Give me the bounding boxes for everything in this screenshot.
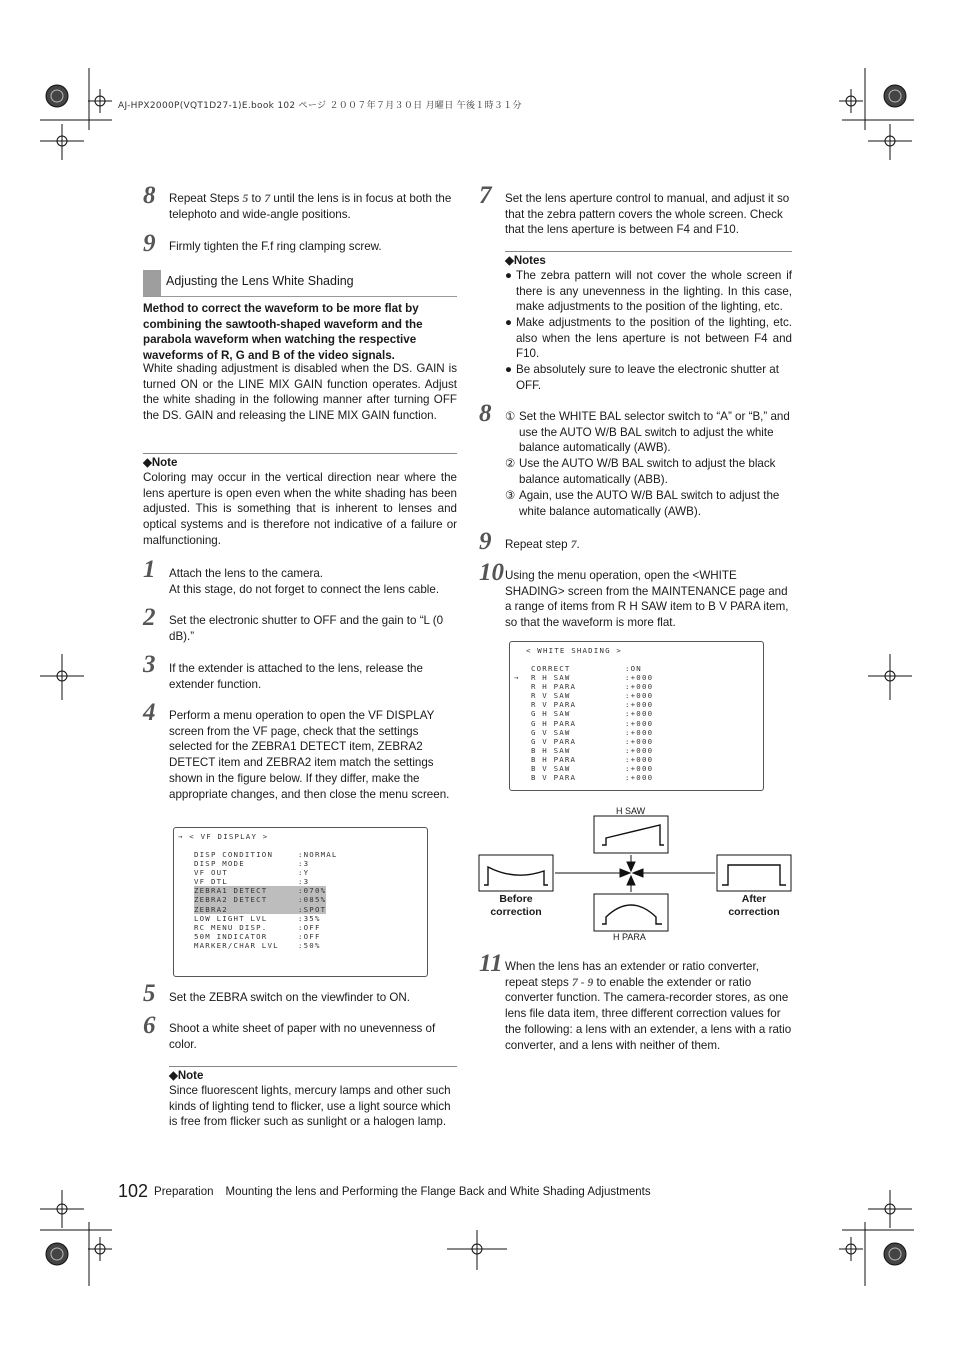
menu-cursor-icon: → xyxy=(514,673,520,682)
menu-item-value: :+000 xyxy=(625,673,654,683)
step-number: 7 xyxy=(479,182,492,209)
note-bullet: ● Be absolutely sure to leave the electronic shutter at OFF. xyxy=(505,363,779,392)
section-title: Adjusting the Lens White Shading xyxy=(166,274,354,288)
step-text: When the lens has an extender or ratio converter, repeat steps 7 - 9 to enable the extender or ratio converter function. The camera-recorder stores, as one lens file data item, three different correction values for the following: a lens with an extender, a lens with a ratio converter, and a lens with neither of them. xyxy=(505,960,792,1052)
menu-item-value: :OFF xyxy=(298,931,321,941)
menu-row xyxy=(531,773,654,783)
menu-item-value: :Y xyxy=(298,868,310,878)
menu-row xyxy=(194,895,326,904)
footer-title: Mounting the lens and Performing the Flange Back and White Shading Adjustments xyxy=(225,1186,651,1198)
before-correction-label: Before correction xyxy=(490,893,542,918)
method-text: White shading adjustment is disabled when the DS. GAIN is turned ON or the LINE MIX GAIN function operates. Adjust the white shading in the following manner after turning OFF the DS. GAIN and releasing the LINE MIX GAIN function. xyxy=(143,362,457,423)
menu-item-label: ZEBRA2 DETECT xyxy=(194,895,268,905)
step-text: Attach the lens to the camera. At this stage, do not forget to connect the lens cable. xyxy=(169,567,440,596)
step-number: 9 xyxy=(479,528,492,555)
menu-item-label: B H PARA xyxy=(531,754,577,764)
menu-row xyxy=(531,736,654,746)
menu-title: < WHITE SHADING > xyxy=(526,646,623,655)
step-text: Repeat Steps 5 to 7 until the lens is in focus at both the telephoto and wide-angle positions. xyxy=(169,192,452,221)
menu-item-value: :+000 xyxy=(625,691,654,701)
registration-target-icon xyxy=(46,1243,68,1265)
step-text: Perform a menu operation to open the VF DISPLAY screen from the VF page, check that the settings selected for the ZEBRA1 DETECT item, ZEBRA2 DETECT item and ZEBRA2 item match the settings shown in the figure below. If they differ, make the appropriate changes, and then close the menu screen. xyxy=(169,709,450,801)
menu-row xyxy=(531,664,642,673)
step-number: 11 xyxy=(479,950,503,977)
menu-item-value: :+000 xyxy=(625,727,654,737)
menu-item-label: G V SAW xyxy=(531,727,571,737)
menu-item-label: B V SAW xyxy=(531,764,571,774)
menu-row xyxy=(531,682,654,692)
step-text: Shoot a white sheet of paper with no unevenness of color. xyxy=(169,1022,436,1051)
menu-row xyxy=(531,700,654,710)
menu-row xyxy=(194,868,326,877)
menu-item-label: G V PARA xyxy=(531,736,577,746)
menu-item-value: :+000 xyxy=(625,718,654,728)
menu-rows xyxy=(531,664,654,783)
menu-item-label: VF OUT xyxy=(194,868,228,878)
note-bullet: ● Make adjustments to the position of the lighting, etc. also when the lens aperture is not between F4 and F10. xyxy=(505,316,792,361)
menu-row xyxy=(194,941,326,950)
registration-target-icon xyxy=(884,85,906,107)
note-heading: ◆Note xyxy=(143,457,178,469)
step-text: If the extender is attached to the lens, release the extender function. xyxy=(169,662,423,691)
menu-row xyxy=(194,859,326,868)
step-text: Firmly tighten the F.f ring clamping screw. xyxy=(169,240,382,253)
step-number: 5 xyxy=(143,980,156,1007)
menu-item-label: MARKER/CHAR LVL xyxy=(194,940,279,950)
note-bullet: ● The zebra pattern will not cover the whole screen if there is any unevenness in the lighting. In this case, make adjustments to the position of the lighting, etc. xyxy=(505,269,792,314)
footer-section: Preparation xyxy=(154,1186,214,1198)
menu-row xyxy=(531,673,654,683)
menu-item-value: :+000 xyxy=(625,682,654,692)
menu-row xyxy=(531,718,654,728)
shading-waveform-diagram xyxy=(478,815,794,935)
step-number: 2 xyxy=(143,604,156,631)
menu-item-value: :+000 xyxy=(625,764,654,774)
after-correction-label: After correction xyxy=(728,893,780,918)
vf-display-menu xyxy=(173,827,428,977)
menu-item-value: :085% xyxy=(298,895,327,905)
step-number: 9 xyxy=(143,230,156,257)
menu-item-label: G H PARA xyxy=(531,718,577,728)
step-number: 4 xyxy=(143,699,156,726)
menu-item-label: G H SAW xyxy=(531,709,571,719)
divider xyxy=(143,453,457,454)
menu-item-label: CORRECT xyxy=(531,664,571,673)
page-number: 102 xyxy=(118,1181,149,1201)
menu-item-label: DISP CONDITION xyxy=(194,850,274,859)
menu-item-label: VF DTL xyxy=(194,877,228,887)
menu-row xyxy=(531,754,654,764)
step-number: 10 xyxy=(479,559,504,586)
divider xyxy=(169,1066,457,1067)
menu-row xyxy=(194,886,326,895)
menu-item-label: DISP MODE xyxy=(194,859,245,869)
menu-item-label: ZEBRA1 DETECT xyxy=(194,886,268,896)
section-heading xyxy=(143,270,457,297)
menu-item-value: :3 xyxy=(298,877,310,887)
menu-item-value: :35% xyxy=(298,913,321,923)
note-heading: ◆Note xyxy=(169,1070,204,1082)
section-marker xyxy=(143,270,161,296)
menu-row xyxy=(531,764,654,774)
menu-item-value: :50% xyxy=(298,940,321,950)
menu-item-value: :070% xyxy=(298,886,327,896)
registration-target-icon xyxy=(46,85,68,107)
step-number: 8 xyxy=(479,400,492,427)
white-shading-menu xyxy=(509,641,764,791)
menu-item-label: LOW LIGHT LVL xyxy=(194,913,268,923)
step-number: 8 xyxy=(143,182,156,209)
menu-row xyxy=(194,877,326,886)
file-header: AJ-HPX2000P(VQT1D27-1)E.book 102 ページ ２００７年７月３０日 月曜日 午後１時３１分 xyxy=(118,101,522,111)
menu-item-label: RC MENU DISP. xyxy=(194,922,268,932)
menu-row xyxy=(194,850,338,859)
notes-heading: ◆Notes xyxy=(505,255,546,267)
step-number: 1 xyxy=(143,556,156,583)
menu-row xyxy=(194,932,326,941)
menu-row xyxy=(531,745,654,755)
menu-row xyxy=(531,709,654,719)
menu-item-value: :+000 xyxy=(625,754,654,764)
registration-target-icon xyxy=(884,1243,906,1265)
menu-item-label: R H SAW xyxy=(531,673,571,683)
menu-row xyxy=(531,727,654,737)
menu-item-label: B V PARA xyxy=(531,773,577,783)
menu-row xyxy=(531,691,654,701)
menu-item-value: :OFF xyxy=(298,922,321,932)
menu-item-label: R V PARA xyxy=(531,700,577,710)
note-text: Coloring may occur in the vertical direction near where the lens aperture is open even when the white shading has been adjusted. This is something that is inherent to lenses and optical systems and is therefore not indicative of a failure or malfunctioning. xyxy=(143,471,457,547)
menu-rows xyxy=(194,850,338,950)
menu-item-value: :+000 xyxy=(625,745,654,755)
sub-step: ② Use the AUTO W/B BAL switch to adjust the black balance automatically (ABB). xyxy=(505,457,776,486)
menu-item-label: R V SAW xyxy=(531,691,571,701)
note-text: Since fluorescent lights, mercury lamps and other such kinds of lighting tend to flicker, use a light source which is free from flicker such as sunlight or a halogen lamp. xyxy=(169,1084,451,1129)
step-number: 6 xyxy=(143,1012,156,1039)
step-text: Using the menu operation, open the <WHITE SHADING> screen from the MAINTENANCE page and a range of items from R H SAW item to B V PARA item, so that the waveform is more flat. xyxy=(505,569,789,630)
step-text: Set the ZEBRA switch on the viewfinder to ON. xyxy=(169,991,411,1004)
menu-item-value: :SPOT xyxy=(298,904,327,914)
menu-title: → < VF DISPLAY > xyxy=(178,832,269,841)
sub-step: ① Set the WHITE BAL selector switch to “A” or “B,” and use the AUTO W/B BAL switch to adjust the white balance automatically (AWB). xyxy=(505,410,790,455)
menu-item-value: :+000 xyxy=(625,736,654,746)
page-footer xyxy=(118,1181,651,1202)
menu-item-value: :+000 xyxy=(625,773,654,783)
divider xyxy=(505,251,792,252)
step-text: Set the electronic shutter to OFF and the gain to “L (0 dB).” xyxy=(169,614,444,643)
menu-item-label: 50M INDICATOR xyxy=(194,931,268,941)
h-saw-label: H SAW xyxy=(616,806,646,816)
menu-item-label: ZEBRA2 xyxy=(194,904,228,914)
sub-step: ③ Again, use the AUTO W/B BAL switch to adjust the white balance automatically (AWB). xyxy=(505,489,780,518)
method-heading: Method to correct the waveform to be more flat by combining the sawtooth-shaped waveform and the parabola waveform when watching the respective waveforms of R, G and B of the video signals. xyxy=(143,302,423,363)
menu-row xyxy=(194,905,326,914)
menu-item-value: :ON xyxy=(625,664,642,673)
menu-item-label: B H SAW xyxy=(531,745,571,755)
step-text: Repeat step 7. xyxy=(505,538,580,551)
menu-row xyxy=(194,914,326,923)
step-text: Set the lens aperture control to manual, and adjust it so that the zebra pattern covers the whole screen. Check that the lens aperture is between F4 and F10. xyxy=(505,192,790,237)
menu-row xyxy=(194,923,326,932)
h-para-label: H PARA xyxy=(613,932,646,942)
menu-item-value: :3 xyxy=(298,859,310,869)
menu-item-value: :+000 xyxy=(625,700,654,710)
menu-item-value: :+000 xyxy=(625,709,654,719)
menu-item-value: :NORMAL xyxy=(298,850,338,859)
step-number: 3 xyxy=(143,651,156,678)
menu-item-label: R H PARA xyxy=(531,682,577,692)
